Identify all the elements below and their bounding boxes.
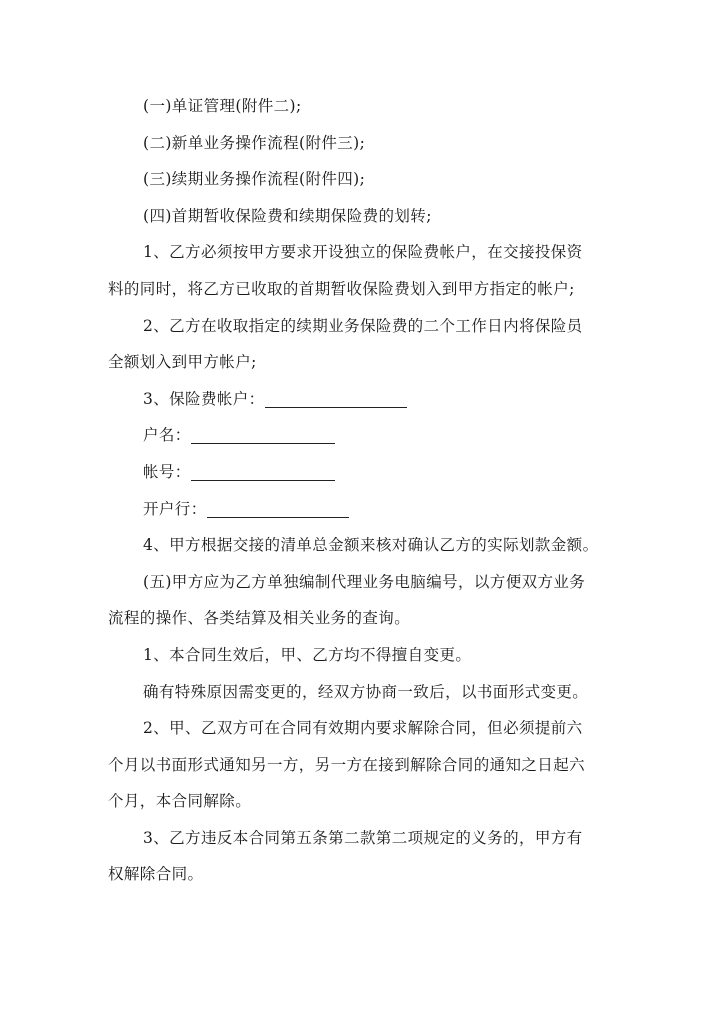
paragraph-line: 确有特殊原因需变更的，经双方协商一致后，以书面形式变更。 xyxy=(143,682,589,701)
account-number-line xyxy=(108,454,614,491)
paragraph-line: 权解除合同。 xyxy=(108,865,204,884)
paragraph-line: 流程的操作、各类结算及相关业务的查询。 xyxy=(108,609,411,628)
document-body xyxy=(108,88,614,893)
bank-line xyxy=(108,491,614,528)
paragraph-line: 个月，本合同解除。 xyxy=(108,792,252,811)
paragraph-line: 4、甲方根据交接的清单总金额来核对确认乙方的实际划款金额。 xyxy=(143,536,599,555)
paragraph-line: (三)续期业务操作流程(附件四); xyxy=(143,170,366,189)
paragraph-line: (五)甲方应为乙方单独编制代理业务电脑编号，以方便双方业务 xyxy=(143,572,586,591)
paragraph-line: 个月以书面形式通知另一方，另一方在接到解除合同的通知之日起六 xyxy=(108,755,586,774)
paragraph-line: 3、乙方违反本合同第五条第二款第二项规定的义务的，甲方有 xyxy=(143,828,583,847)
account-number-label: 帐号： xyxy=(143,462,191,481)
paragraph-line: (二)新单业务操作流程(附件三); xyxy=(143,133,366,152)
paragraph-line: 2、乙方在收取指定的续期业务保险费的二个工作日内将保险员 xyxy=(143,316,583,335)
account-line xyxy=(108,381,614,418)
account-blank xyxy=(265,389,407,408)
account-number-blank xyxy=(191,462,335,481)
account-label: 3、保险费帐户： xyxy=(143,389,265,408)
account-name-line xyxy=(108,417,614,454)
paragraph-line: (四)首期暂收保险费和续期保险费的划转; xyxy=(143,206,432,225)
account-name-label: 户名： xyxy=(143,426,191,445)
paragraph-line: 1、乙方必须按甲方要求开设独立的保险费帐户，在交接投保资 xyxy=(143,243,583,262)
paragraph-line: 1、本合同生效后，甲、乙方均不得擅自变更。 xyxy=(143,645,472,664)
paragraph-line: 料的同时，将乙方已收取的首期暂收保险费划入到甲方指定的帐户; xyxy=(108,279,575,298)
account-name-blank xyxy=(191,425,335,444)
bank-label: 开户行： xyxy=(143,499,207,518)
bank-blank xyxy=(207,499,349,518)
paragraph-line: (一)单证管理(附件二); xyxy=(143,97,302,115)
paragraph-line: 2、甲、乙双方可在合同有效期内要求解除合同，但必须提前六 xyxy=(143,719,583,738)
paragraph-line: 全额划入到甲方帐户; xyxy=(108,353,257,372)
